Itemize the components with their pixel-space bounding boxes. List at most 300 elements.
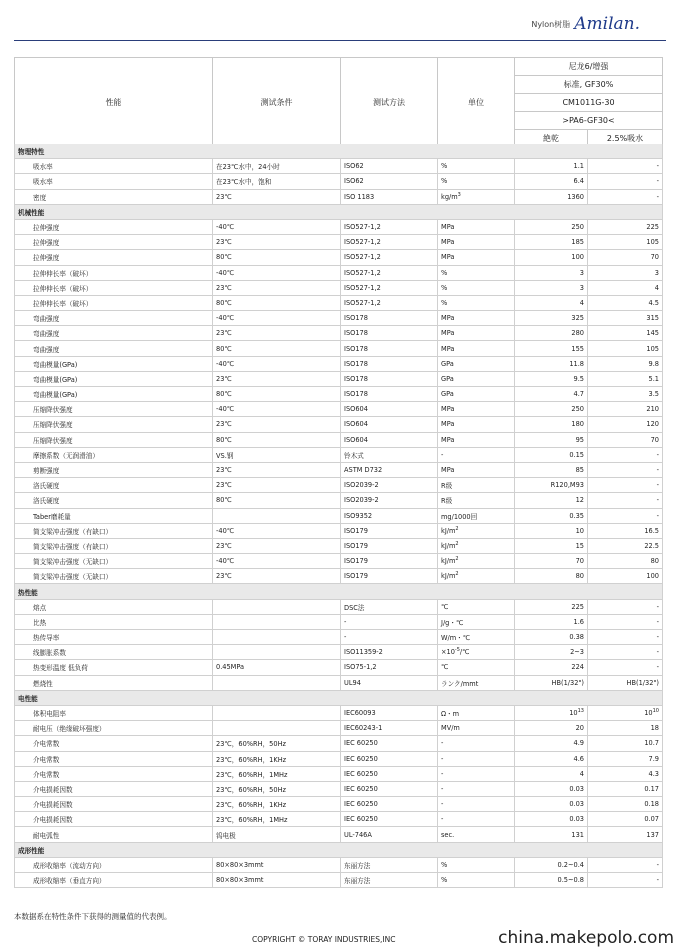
dry-value-cell-text: 0.03 bbox=[569, 815, 584, 824]
condition-cell-text: 23℃ bbox=[216, 420, 232, 429]
table-row bbox=[15, 812, 663, 827]
unit-cell-text: % bbox=[441, 162, 448, 171]
unit-cell bbox=[438, 766, 515, 781]
wet-value-cell-text: - bbox=[656, 876, 659, 885]
dry-value-cell-text: 0.38 bbox=[569, 633, 584, 642]
method-cell bbox=[341, 751, 438, 766]
method-cell bbox=[341, 432, 438, 447]
property-cell-text: 介电损耗因数 bbox=[33, 785, 73, 794]
condition-cell bbox=[213, 599, 341, 614]
property-cell-text: 耐电弧性 bbox=[33, 831, 60, 840]
grade-line: >PA6-GF30< bbox=[515, 112, 663, 130]
condition-cell-text: 80℃ bbox=[216, 298, 232, 307]
method-cell-text: IEC 60250 bbox=[344, 769, 378, 778]
wet-value-cell-text: 9.8 bbox=[648, 359, 659, 368]
method-cell bbox=[341, 645, 438, 660]
unit-cell bbox=[438, 341, 515, 356]
method-cell bbox=[341, 417, 438, 432]
wet-value-cell bbox=[588, 371, 663, 386]
dry-value-cell bbox=[515, 493, 588, 508]
grade-line: 标准, GF30% bbox=[515, 76, 663, 94]
wet-value-cell bbox=[588, 569, 663, 584]
dry-value-cell-text: 1.6 bbox=[573, 617, 584, 626]
property-cell-text: 介电损耗因数 bbox=[33, 816, 73, 825]
dry-value-cell bbox=[515, 751, 588, 766]
table-row bbox=[15, 493, 663, 508]
method-cell bbox=[341, 387, 438, 402]
unit-cell bbox=[438, 781, 515, 796]
dry-value-cell bbox=[515, 705, 588, 720]
condition-cell-text: 80℃ bbox=[216, 435, 232, 444]
wet-value-cell-text: 80 bbox=[650, 557, 659, 566]
dry-value-cell bbox=[515, 645, 588, 660]
condition-cell bbox=[213, 721, 341, 736]
unit-cell bbox=[438, 599, 515, 614]
unit-cell-text: GPa bbox=[441, 374, 454, 383]
dry-value-cell bbox=[515, 417, 588, 432]
wet-value-cell bbox=[588, 797, 663, 812]
method-cell bbox=[341, 827, 438, 842]
dry-value-cell-text: 3 bbox=[579, 283, 584, 292]
property-cell bbox=[15, 827, 213, 842]
dry-value-cell bbox=[515, 356, 588, 371]
unit-cell bbox=[438, 827, 515, 842]
dry-value-cell-text: 4 bbox=[579, 298, 584, 307]
table-row bbox=[15, 857, 663, 872]
dry-value-cell bbox=[515, 812, 588, 827]
unit-cell-text: MV/m bbox=[441, 724, 460, 733]
method-cell bbox=[341, 873, 438, 888]
table-row bbox=[15, 371, 663, 386]
method-cell-text: ISO178 bbox=[344, 374, 368, 383]
unit-cell-text: kg/m bbox=[441, 192, 458, 201]
condition-cell bbox=[213, 660, 341, 675]
unit-cell bbox=[438, 159, 515, 174]
property-cell-text: 热传导率 bbox=[33, 634, 60, 643]
property-cell bbox=[15, 235, 213, 250]
unit-cell-text: % bbox=[441, 876, 448, 885]
property-cell bbox=[15, 523, 213, 538]
wet-value-cell bbox=[588, 311, 663, 326]
method-cell-text: 东丽方法 bbox=[344, 877, 371, 886]
dry-value-cell bbox=[515, 827, 588, 842]
method-cell-text: ISO527-1,2 bbox=[344, 298, 381, 307]
property-cell-text: 压缩降伏强度 bbox=[33, 421, 73, 430]
wet-value-cell bbox=[588, 599, 663, 614]
section-title: 机械性能 bbox=[15, 204, 663, 219]
wet-value-cell bbox=[588, 630, 663, 645]
wet-value-cell-text: 5.1 bbox=[648, 374, 659, 383]
method-cell bbox=[341, 371, 438, 386]
wet-value-cell bbox=[588, 478, 663, 493]
wet-value-cell-text: - bbox=[656, 633, 659, 642]
wet-value-cell bbox=[588, 493, 663, 508]
method-cell bbox=[341, 766, 438, 781]
dry-value-cell-text: 3 bbox=[579, 268, 584, 277]
property-cell bbox=[15, 387, 213, 402]
method-cell bbox=[341, 265, 438, 280]
method-cell bbox=[341, 599, 438, 614]
unit-cell-text: MPa bbox=[441, 405, 455, 414]
condition-cell-text: -40℃ bbox=[216, 359, 235, 368]
unit-cell bbox=[438, 462, 515, 477]
table-row bbox=[15, 630, 663, 645]
table-row bbox=[15, 174, 663, 189]
condition-cell-text: 23℃ bbox=[216, 541, 232, 550]
unit-cell bbox=[438, 235, 515, 250]
condition-cell bbox=[213, 159, 341, 174]
dry-value-cell bbox=[515, 311, 588, 326]
table-row bbox=[15, 781, 663, 796]
condition-cell bbox=[213, 174, 341, 189]
dry-value-cell-text: 0.35 bbox=[569, 511, 584, 520]
wet-value-cell bbox=[588, 645, 663, 660]
dry-value-cell bbox=[515, 630, 588, 645]
wet-value-cell bbox=[588, 432, 663, 447]
unit-cell bbox=[438, 387, 515, 402]
method-cell-text: ISO527-1,2 bbox=[344, 268, 381, 277]
spec-table-body bbox=[14, 144, 663, 888]
dry-value-cell-text: 280 bbox=[571, 329, 584, 338]
property-cell bbox=[15, 462, 213, 477]
property-cell-text: 摩擦系数（无润滑油） bbox=[33, 451, 99, 460]
dry-value-cell-text: 131 bbox=[571, 830, 584, 839]
unit-cell-text: - bbox=[441, 815, 444, 824]
dry-value-cell bbox=[515, 387, 588, 402]
condition-cell bbox=[213, 857, 341, 872]
condition-cell bbox=[213, 827, 341, 842]
table-row bbox=[15, 569, 663, 584]
table-row bbox=[15, 462, 663, 477]
property-cell bbox=[15, 766, 213, 781]
method-cell-text: IEC 60250 bbox=[344, 815, 378, 824]
watermark: china.makepolo.com bbox=[498, 928, 674, 948]
wet-value-cell bbox=[588, 721, 663, 736]
property-cell-text: 压缩降伏强度 bbox=[33, 436, 73, 445]
wet-value-cell-text: - bbox=[656, 177, 659, 186]
unit-cell bbox=[438, 432, 515, 447]
wet-value-cell bbox=[588, 250, 663, 265]
property-cell-text: 洛氏硬度 bbox=[33, 482, 60, 491]
property-cell-text: 熔点 bbox=[33, 603, 47, 612]
method-cell-text: ISO527-1,2 bbox=[344, 238, 381, 247]
wet-value-cell bbox=[588, 751, 663, 766]
table-row bbox=[15, 387, 663, 402]
unit-cell-text: MPa bbox=[441, 435, 455, 444]
property-cell bbox=[15, 873, 213, 888]
grade-line: CM1011G-30 bbox=[515, 94, 663, 112]
unit-cell bbox=[438, 371, 515, 386]
wet-value-cell-text: 7.9 bbox=[648, 754, 659, 763]
condition-cell bbox=[213, 387, 341, 402]
wet-value-cell-text: 10 bbox=[644, 709, 653, 718]
dry-value-cell-text: 185 bbox=[571, 238, 584, 247]
method-cell bbox=[341, 280, 438, 295]
condition-cell bbox=[213, 781, 341, 796]
condition-cell bbox=[213, 219, 341, 234]
dry-value-cell-text: 10 bbox=[575, 526, 584, 535]
table-row bbox=[15, 736, 663, 751]
wet-value-cell-superscript: 10 bbox=[652, 707, 659, 714]
property-cell bbox=[15, 371, 213, 386]
condition-cell-text: 23℃，60%RH，1KHz bbox=[216, 755, 287, 764]
dry-value-cell-text: R120,M93 bbox=[550, 481, 584, 490]
wet-value-cell-text: 3.5 bbox=[648, 390, 659, 399]
unit-cell bbox=[438, 812, 515, 827]
table-row bbox=[15, 417, 663, 432]
condition-cell bbox=[213, 873, 341, 888]
table-row bbox=[15, 645, 663, 660]
property-cell bbox=[15, 265, 213, 280]
section-header bbox=[15, 204, 663, 219]
table-row bbox=[15, 508, 663, 523]
dry-value-cell bbox=[515, 280, 588, 295]
dry-value-cell-text: 10 bbox=[569, 709, 578, 718]
wet-value-cell bbox=[588, 326, 663, 341]
method-cell-text: ISO179 bbox=[344, 557, 368, 566]
property-cell-text: 热变形温度 低负荷 bbox=[33, 664, 88, 673]
property-cell bbox=[15, 478, 213, 493]
dry-value-cell bbox=[515, 447, 588, 462]
method-cell-text: ISO178 bbox=[344, 329, 368, 338]
property-cell bbox=[15, 781, 213, 796]
unit-cell bbox=[438, 402, 515, 417]
amilan-logo: Amilan. bbox=[574, 14, 640, 34]
wet-value-cell bbox=[588, 174, 663, 189]
dry-value-cell bbox=[515, 660, 588, 675]
unit-cell-superscript: 2 bbox=[455, 525, 459, 532]
dry-value-cell-text: 2~3 bbox=[570, 648, 584, 657]
condition-cell-text: 23℃ bbox=[216, 192, 232, 201]
property-cell-text: 拉伸伸长率（破坏） bbox=[33, 299, 93, 308]
method-cell bbox=[341, 554, 438, 569]
condition-cell-text: 0.45MPa bbox=[216, 663, 245, 672]
property-cell-text: 简支梁冲击强度（有缺口） bbox=[33, 527, 113, 536]
property-cell bbox=[15, 447, 213, 462]
unit-cell-text: R级 bbox=[441, 482, 453, 491]
unit-cell-text: - bbox=[441, 769, 444, 778]
property-cell bbox=[15, 630, 213, 645]
unit-cell bbox=[438, 508, 515, 523]
unit-cell bbox=[438, 645, 515, 660]
wet-value-cell-text: - bbox=[656, 481, 659, 490]
wet-value-cell-text: 225 bbox=[646, 223, 659, 232]
table-row bbox=[15, 675, 663, 690]
dry-value-cell bbox=[515, 614, 588, 629]
unit-cell-text: R级 bbox=[441, 497, 453, 506]
wet-value-cell bbox=[588, 508, 663, 523]
dry-value-cell-text: HB(1/32") bbox=[551, 678, 584, 687]
property-cell-text: 吸水率 bbox=[33, 163, 53, 172]
property-cell-text: 燃烧性 bbox=[33, 679, 53, 688]
table-row bbox=[15, 478, 663, 493]
condition-cell-text: 23℃，60%RH，50Hz bbox=[216, 740, 286, 749]
method-cell-text: IEC60243-1 bbox=[344, 724, 383, 733]
method-cell-text: 铃木式 bbox=[344, 451, 364, 460]
condition-cell bbox=[213, 265, 341, 280]
condition-cell-text: 23℃ bbox=[216, 238, 232, 247]
condition-cell-text: 80℃ bbox=[216, 390, 232, 399]
property-cell bbox=[15, 721, 213, 736]
method-cell bbox=[341, 523, 438, 538]
wet-value-cell-text: - bbox=[656, 617, 659, 626]
condition-cell-text: -40℃ bbox=[216, 405, 235, 414]
unit-cell-text: MPa bbox=[441, 238, 455, 247]
method-cell bbox=[341, 781, 438, 796]
wet-value-cell-text: - bbox=[656, 192, 659, 201]
method-cell-text: IEC 60250 bbox=[344, 739, 378, 748]
method-cell-text: ISO9352 bbox=[344, 511, 373, 520]
property-cell-text: 剪断强度 bbox=[33, 467, 60, 476]
method-cell bbox=[341, 675, 438, 690]
property-cell-text: 弯曲强度 bbox=[33, 315, 60, 324]
dry-value-cell-text: 9.5 bbox=[573, 374, 584, 383]
property-cell bbox=[15, 736, 213, 751]
unit-cell-superscript: 2 bbox=[455, 571, 459, 578]
wet-value-cell-text: 10.7 bbox=[644, 739, 659, 748]
method-cell-text: ISO62 bbox=[344, 162, 364, 171]
wet-value-cell-text: - bbox=[656, 511, 659, 520]
dry-value-cell-text: 4.9 bbox=[573, 739, 584, 748]
dry-value-cell-text: 85 bbox=[575, 466, 584, 475]
condition-cell-text: 23℃，60%RH，1MHz bbox=[216, 816, 288, 825]
section-header bbox=[15, 690, 663, 705]
dry-value-cell bbox=[515, 159, 588, 174]
property-cell bbox=[15, 432, 213, 447]
property-cell bbox=[15, 417, 213, 432]
condition-cell bbox=[213, 554, 341, 569]
wet-value-cell bbox=[588, 812, 663, 827]
dry-value-cell-text: 70 bbox=[575, 557, 584, 566]
method-cell-text: ISO527-1,2 bbox=[344, 283, 381, 292]
dry-value-cell-text: 80 bbox=[575, 572, 584, 581]
unit-cell-text: MPa bbox=[441, 344, 455, 353]
property-cell bbox=[15, 675, 213, 690]
method-cell-text: IEC 60250 bbox=[344, 800, 378, 809]
condition-cell bbox=[213, 356, 341, 371]
property-cell-text: 耐电压（绝缘破坏强度） bbox=[33, 725, 106, 734]
property-cell bbox=[15, 280, 213, 295]
property-cell-text: 弯曲强度 bbox=[33, 330, 60, 339]
table-row bbox=[15, 280, 663, 295]
unit-cell bbox=[438, 705, 515, 720]
unit-cell-text: - bbox=[441, 754, 444, 763]
condition-cell-text: 80×80×3mmt bbox=[216, 860, 264, 869]
property-cell-text: 介电常数 bbox=[33, 755, 60, 764]
dry-value-cell-text: 155 bbox=[571, 344, 584, 353]
condition-cell bbox=[213, 478, 341, 493]
method-cell-text: ISO62 bbox=[344, 177, 364, 186]
unit-cell-text: Ω・m bbox=[441, 710, 460, 719]
wet-value-cell bbox=[588, 554, 663, 569]
header-dry: 絶乾 bbox=[515, 130, 588, 148]
method-cell-text: ISO604 bbox=[344, 420, 368, 429]
dry-value-cell bbox=[515, 174, 588, 189]
wet-value-cell-text: - bbox=[656, 648, 659, 657]
method-cell-text: ISO 1183 bbox=[344, 192, 375, 201]
dry-value-cell-text: 15 bbox=[575, 541, 584, 550]
wet-value-cell bbox=[588, 280, 663, 295]
dry-value-cell-text: 0.03 bbox=[569, 784, 584, 793]
unit-cell-text: % bbox=[441, 268, 448, 277]
wet-value-cell bbox=[588, 675, 663, 690]
property-cell-text: 成形收缩率（流动方向） bbox=[33, 861, 106, 870]
header-property: 性能 bbox=[15, 58, 213, 148]
property-cell-text: 介电常数 bbox=[33, 770, 60, 779]
method-cell-text: ISO179 bbox=[344, 572, 368, 581]
property-cell-text: 密度 bbox=[33, 193, 47, 202]
wet-value-cell bbox=[588, 462, 663, 477]
unit-cell bbox=[438, 538, 515, 553]
spec-table-header bbox=[14, 57, 663, 148]
condition-cell bbox=[213, 645, 341, 660]
method-cell bbox=[341, 326, 438, 341]
condition-cell bbox=[213, 751, 341, 766]
method-cell bbox=[341, 614, 438, 629]
table-row bbox=[15, 356, 663, 371]
section-header bbox=[15, 842, 663, 857]
condition-cell-text: -40℃ bbox=[216, 314, 235, 323]
property-cell-text: 弯曲模量(GPa) bbox=[33, 391, 78, 400]
unit-cell-text: ×10 bbox=[441, 648, 455, 657]
wet-value-cell-text: - bbox=[656, 496, 659, 505]
unit-cell-text: % bbox=[441, 298, 448, 307]
property-cell-text: 简支梁冲击强度（有缺口） bbox=[33, 542, 113, 551]
table-row bbox=[15, 705, 663, 720]
wet-value-cell-text: - bbox=[656, 450, 659, 459]
method-cell-text: ISO75-1,2 bbox=[344, 663, 377, 672]
unit-cell bbox=[438, 660, 515, 675]
wet-value-cell-text: 120 bbox=[646, 420, 659, 429]
condition-cell-text: 80℃ bbox=[216, 253, 232, 262]
condition-cell bbox=[213, 569, 341, 584]
property-cell bbox=[15, 189, 213, 204]
table-row bbox=[15, 766, 663, 781]
wet-value-cell-text: 210 bbox=[646, 405, 659, 414]
method-cell-text: IEC 60250 bbox=[344, 784, 378, 793]
method-cell-text: ISO604 bbox=[344, 435, 368, 444]
table-row bbox=[15, 538, 663, 553]
method-cell-text: UL-746A bbox=[344, 830, 372, 839]
unit-cell bbox=[438, 873, 515, 888]
section-title: 物理特性 bbox=[15, 144, 663, 159]
condition-cell bbox=[213, 630, 341, 645]
wet-value-cell bbox=[588, 766, 663, 781]
wet-value-cell-text: - bbox=[656, 162, 659, 171]
condition-cell-text: 钨电极 bbox=[216, 831, 236, 840]
unit-cell bbox=[438, 295, 515, 310]
property-cell bbox=[15, 660, 213, 675]
wet-value-cell-text: 4.5 bbox=[648, 298, 659, 307]
method-cell-text: ISO2039-2 bbox=[344, 496, 379, 505]
unit-cell bbox=[438, 174, 515, 189]
dry-value-cell-text: 0.03 bbox=[569, 800, 584, 809]
table-row bbox=[15, 599, 663, 614]
wet-value-cell-text: 137 bbox=[646, 830, 659, 839]
method-cell bbox=[341, 569, 438, 584]
wet-value-cell-text: 0.18 bbox=[644, 800, 659, 809]
header-divider bbox=[14, 40, 666, 41]
dry-value-cell bbox=[515, 508, 588, 523]
dry-value-cell-text: 224 bbox=[571, 663, 584, 672]
property-cell-text: 简支梁冲击强度（无缺口） bbox=[33, 558, 113, 567]
condition-cell bbox=[213, 736, 341, 751]
unit-cell-text: % bbox=[441, 283, 448, 292]
property-cell-text: 拉伸强度 bbox=[33, 239, 60, 248]
dry-value-cell-text: 0.2~0.4 bbox=[557, 860, 584, 869]
unit-cell bbox=[438, 797, 515, 812]
unit-cell-text: MPa bbox=[441, 223, 455, 232]
